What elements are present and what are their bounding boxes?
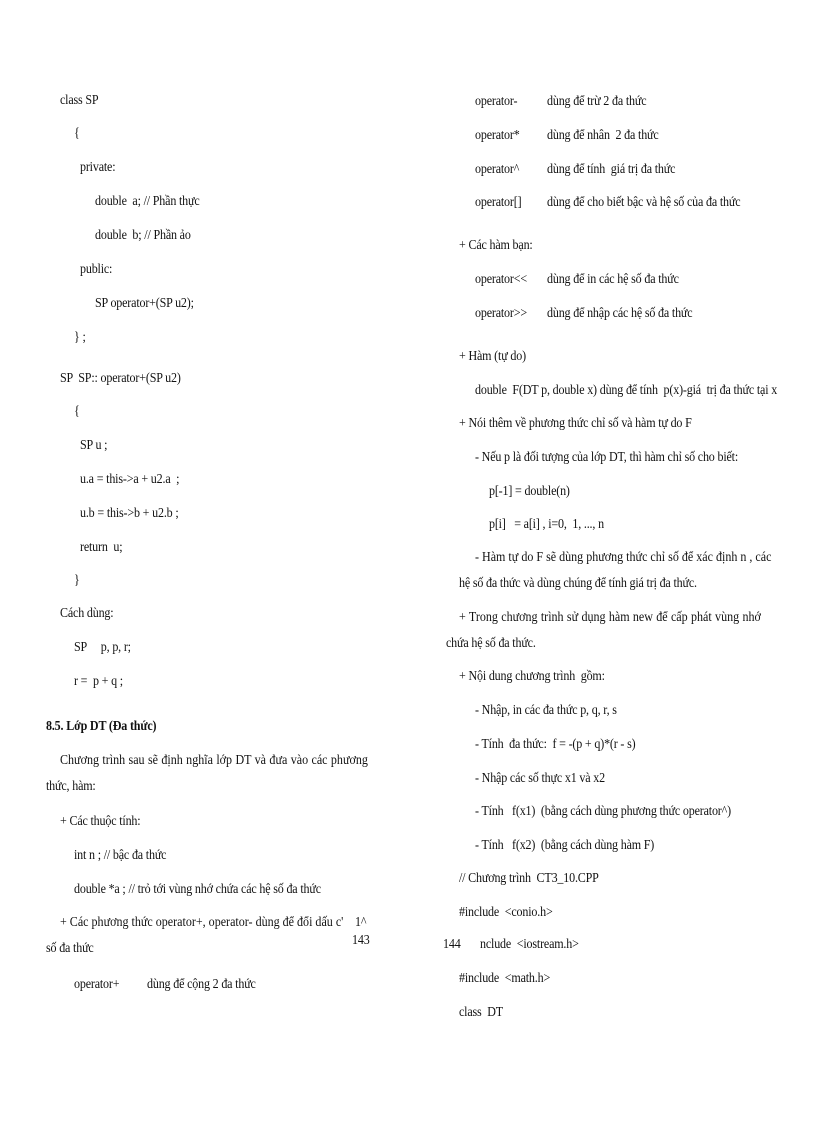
text-cach-dung: Cách dùng: [60,606,114,621]
text-neu-p: - Nếu p là đối tượng của lớp DT, thì hàm chỉ số cho biết: [475,450,739,465]
text-thuoc-tinh: + Các thuộc tính: [60,814,141,829]
code-open-brace: { [74,404,80,419]
text-ham-tu-do: + Hàm (tự do) [459,349,526,364]
operator-minus-name: operator- [475,94,518,109]
code-public: public: [80,262,113,277]
text-nhap-so-thuc: - Nhập các số thực x1 và x2 [475,771,605,786]
code-include-iostream: nclude <iostream.h> [480,937,579,952]
text-tinh-fx2: - Tính f(x2) (bằng cách dùng hàm F) [475,838,655,853]
code-sp-pqr: SP p, p, r; [74,640,131,655]
operator-pow-name: operator^ [475,162,520,177]
code-include-math: #include <math.h> [459,971,551,986]
text-tinh-dt: - Tính đa thức: f = -(p + q)*(r - s) [475,737,636,752]
code-ua: u.a = this->a + u2.a ; [80,472,180,487]
text-phuong-thuc-1: + Các phương thức operator+, operator- dùng để đổi dấu c' [60,915,344,930]
operator-mul-desc: dùng để nhân 2 đa thức [547,128,659,143]
code-double-b: double b; // Phần ảo [95,228,191,243]
code-open-brace: { [74,126,80,141]
code-class-sp: class SP [60,93,99,108]
code-return: return u; [80,540,123,555]
text-tinh-fx1: - Tính f(x1) (bằng cách dùng phương thức operator^) [475,804,731,819]
operator-out-name: operator<< [475,272,527,287]
code-include-conio: #include <conio.h> [459,905,553,920]
code-close-brace: } [74,573,80,588]
page-number-left: 143 [352,933,370,948]
text-trong-ct-2: chứa hệ số đa thức. [446,636,536,651]
code-ub: u.b = this->b + u2.b ; [80,506,179,521]
code-close-brace: } ; [74,330,86,345]
page-fragment: 1^ [355,915,367,930]
code-comment: // Chương trình CT3_10.CPP [459,871,599,886]
operator-index-desc: dùng để cho biết bậc và hệ số của đa thức [547,195,741,210]
code-operator-def: SP SP:: operator+(SP u2) [60,371,181,386]
code-int-n: int n ; // bậc đa thức [74,848,167,863]
operator-index-name: operator[] [475,195,522,210]
code-double-a: double a; // Phần thực [95,194,200,209]
code-double-F: double F(DT p, double x) dùng để tính p(x)-giá trị đa thức tại x [475,383,778,398]
section-title: 8.5. Lớp DT (Đa thức) [46,719,157,734]
intro-line-2: thức, hàm: [46,779,96,794]
operator-minus-desc: dùng để trừ 2 đa thức [547,94,647,109]
code-operator-decl: SP operator+(SP u2); [95,296,194,311]
code-sp-u: SP u ; [80,438,108,453]
operator-plus-desc: dùng để cộng 2 đa thức [147,977,256,992]
text-nhap-in: - Nhập, in các đa thức p, q, r, s [475,703,617,718]
intro-line-1: Chương trình sau sẽ định nghĩa lớp DT và đưa vào các phương [60,753,368,768]
code-p-minus1: p[-1] = double(n) [489,484,570,499]
code-double-a-ptr: double *a ; // trỏ tới vùng nhớ chứa các hệ số đa thức [74,882,321,897]
text-noi-dung: + Nội dung chương trình gồm: [459,669,605,684]
code-r-eq: r = p + q ; [74,674,123,689]
text-ham-tu-do-F-2: hệ số đa thức và dùng chúng để tính giá trị đa thức. [459,576,697,591]
code-class-dt: class DT [459,1005,503,1020]
operator-pow-desc: dùng để tính giá trị đa thức [547,162,676,177]
text-trong-ct-1: + Trong chương trình sử dụng hàm new để cấp phát vùng nhớ [459,610,761,625]
code-private: private: [80,160,116,175]
page-number-right: 144 [443,937,461,952]
operator-in-desc: dùng để nhập các hệ số đa thức [547,306,693,321]
code-p-i: p[i] = a[i] , i=0, 1, ..., n [489,517,604,532]
text-ham-ban: + Các hàm bạn: [459,238,533,253]
operator-out-desc: dùng để in các hệ số đa thức [547,272,679,287]
text-noi-them: + Nói thêm về phương thức chỉ số và hàm tự do F [459,416,692,431]
operator-in-name: operator>> [475,306,527,321]
operator-plus-name: operator+ [74,977,120,992]
operator-mul-name: operator* [475,128,520,143]
text-phuong-thuc-2: số đa thức [46,941,94,956]
text-ham-tu-do-F-1: - Hàm tự do F sẽ dùng phương thức chỉ số để xác định n , các [475,550,772,565]
